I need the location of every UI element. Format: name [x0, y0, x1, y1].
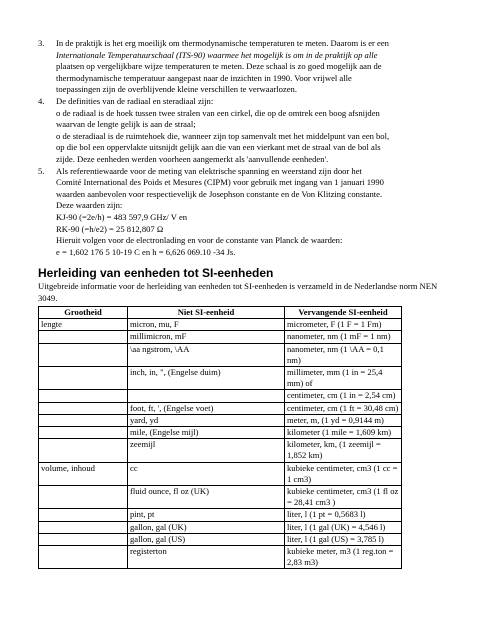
table-row — [39, 509, 402, 521]
table-row — [39, 367, 402, 390]
cell-grootheid — [39, 414, 128, 426]
cell-niet-si: millimicron, mF — [128, 331, 285, 343]
cell-vervangende-si: micrometer, F (1 F = 1 Fm) — [285, 319, 402, 331]
cell-vervangende-si: millimeter, mm (1 in = 25,4 mm) of — [285, 367, 402, 390]
note-line: o de radiaal is de hoek tussen twee stralen van een cirkel, die op de omtrek een boog afsnijden — [56, 107, 380, 118]
note-line: plaatsen op vergelijkbare wijze temperaturen te meten. Deze schaal is zo goed mogelijk aan de — [56, 61, 382, 72]
note-line: Deze waarden zijn: — [56, 200, 123, 211]
table-row — [39, 439, 402, 462]
note-number: 3. — [38, 38, 45, 48]
table-row — [39, 521, 402, 533]
section-heading: Herleiding van eenheden tot SI-eenheden — [38, 266, 274, 280]
footnotes — [38, 38, 458, 258]
cell-niet-si: \aa ngstrom, \AA — [128, 343, 285, 366]
cell-niet-si: gallon, gal (UK) — [128, 521, 285, 533]
cell-niet-si: micron, mu, F — [128, 319, 285, 331]
cell-grootheid — [39, 533, 128, 545]
note-line: toepassingen zijn de overblijvende kleine verschillen te verwaarlozen. — [56, 84, 298, 95]
table-row — [39, 427, 402, 439]
note-line: thermodynamische temperatuur aangepast naar de inzichten in 1990. Voor vrijwel alle — [56, 72, 352, 83]
note-number: 4. — [38, 95, 45, 106]
note-line: o de steradiaal is de ruimtehoek die, wanneer zijn top samenvalt met het middelpunt van een bol, — [56, 130, 390, 141]
cell-niet-si — [128, 390, 285, 402]
cell-grootheid: volume, inhoud — [39, 462, 128, 485]
note-line: Als referentiewaarde voor de meting van elektrische spanning en weerstand zijn door het — [56, 165, 362, 176]
cell-grootheid — [39, 439, 128, 462]
cell-grootheid — [39, 390, 128, 402]
cell-niet-si: registerton — [128, 546, 285, 569]
cell-grootheid: lengte — [39, 319, 128, 331]
note-5 — [38, 166, 458, 259]
cell-vervangende-si: nanometer, nm (1 \AA = 0,1 nm) — [285, 343, 402, 366]
cell-niet-si: pint, pt — [128, 509, 285, 521]
cell-grootheid — [39, 331, 128, 343]
cell-niet-si: yard, yd — [128, 414, 285, 426]
cell-niet-si: gallon, gal (US) — [128, 533, 285, 545]
cell-niet-si: mile, (Engelse mijl) — [128, 427, 285, 439]
note-line: op die bol een oppervlakte uitsnijdt gelijk aan die van een vierkant met de straal van de bol als — [56, 142, 381, 153]
table-row — [39, 343, 402, 366]
table-row — [39, 414, 402, 426]
cell-vervangende-si: liter, l (1 pt = 0,5683 l) — [285, 509, 402, 521]
note-line: waarden aanbevolen voor respectievelijk de Josephson constante en de Von Klitzing constante. — [56, 188, 383, 199]
table-body — [39, 319, 402, 569]
note-line: zijde. Deze eenheden werden voorheen aangemerkt als 'aanvullende eenheden'. — [56, 153, 329, 164]
cell-vervangende-si: kubieke centimeter, cm3 (1 cc = 1 cm3) — [285, 462, 402, 485]
cell-grootheid — [39, 402, 128, 414]
note-line: RK-90 (=h/e2) = 25 812,807 Ω — [56, 223, 164, 234]
cell-niet-si: foot, ft, ', (Engelse voet) — [128, 402, 285, 414]
cell-grootheid — [39, 343, 128, 366]
table-row — [39, 402, 402, 414]
note-line: Hieruit volgen voor de electronlading en voor de constante van Planck de waarden: — [56, 235, 343, 246]
table-row — [39, 319, 402, 331]
table-row — [39, 486, 402, 509]
table-header-row — [39, 307, 402, 319]
conversion-table — [38, 306, 402, 569]
cell-niet-si: cc — [128, 462, 285, 485]
table-row — [39, 546, 402, 569]
note-3 — [38, 38, 458, 96]
cell-vervangende-si: liter, l (1 gal (US) = 3,785 l) — [285, 533, 402, 545]
cell-vervangende-si: liter, l (1 gal (UK) = 4,546 l) — [285, 521, 402, 533]
table-row — [39, 390, 402, 402]
header-vervangende-si: Vervangende SI-eenheid — [285, 307, 402, 319]
cell-niet-si: inch, in, ", (Engelse duim) — [128, 367, 285, 390]
cell-vervangende-si: kubieke meter, m3 (1 reg.ton = 2,83 m3) — [285, 546, 402, 569]
cell-grootheid — [39, 521, 128, 533]
note-line: Comité International des Poids et Mesures (CIPM) voor gebruik met ingang van 1 januari 1990 — [56, 177, 384, 188]
cell-grootheid — [39, 486, 128, 509]
note-line: In de praktijk is het erg moeilijk om thermodynamische temperaturen te meten. Daarom is er een — [56, 38, 389, 48]
cell-vervangende-si: kilometer (1 mile = 1,609 km) — [285, 427, 402, 439]
note-line: waarvan de lengte gelijk is aan de straal; — [56, 119, 196, 130]
table-row — [39, 462, 402, 485]
intro-text: Uitgebreide informatie voor de herleiding van eenheden tot SI-eenheden is verzameld in de Nederlandse norm NEN 3049. — [38, 281, 438, 303]
cell-grootheid — [39, 427, 128, 439]
cell-niet-si: fluid ounce, fl oz (UK) — [128, 486, 285, 509]
table-row — [39, 331, 402, 343]
header-niet-si: Niet SI-eenheid — [128, 307, 285, 319]
cell-vervangende-si: centimeter, cm (1 in = 2,54 cm) — [285, 390, 402, 402]
cell-vervangende-si: kubieke centimeter, cm3 (1 fl oz = 28,41 cm3 ) — [285, 486, 402, 509]
header-grootheid: Grootheid — [39, 307, 128, 319]
cell-niet-si: zeemijl — [128, 439, 285, 462]
note-line: De definities van de radiaal en steradiaal zijn: — [56, 95, 214, 106]
note-line: Internationale Temperatuurschaal (ITS-90) waarmee het mogelijk is om in de praktijk op alle — [56, 49, 378, 60]
cell-vervangende-si: nanometer, nm (1 mF = 1 nm) — [285, 331, 402, 343]
cell-grootheid — [39, 509, 128, 521]
table-row — [39, 533, 402, 545]
cell-vervangende-si: centimeter, cm (1 ft = 30,48 cm) — [285, 402, 402, 414]
note-number: 5. — [38, 165, 45, 176]
cell-vervangende-si: meter, m, (1 yd = 0,9144 m) — [285, 414, 402, 426]
note-line: KJ-90 (=2e/h) = 483 597,9 GHz/ V en — [56, 211, 188, 222]
cell-grootheid — [39, 367, 128, 390]
note-line: e = 1,602 176 5 10-19 C en h = 6,626 069.10 -34 Js. — [56, 246, 236, 257]
cell-vervangende-si: kilometer, km, (1 zeemijl = 1,852 km) — [285, 439, 402, 462]
cell-grootheid — [39, 546, 128, 569]
note-4 — [38, 96, 458, 166]
